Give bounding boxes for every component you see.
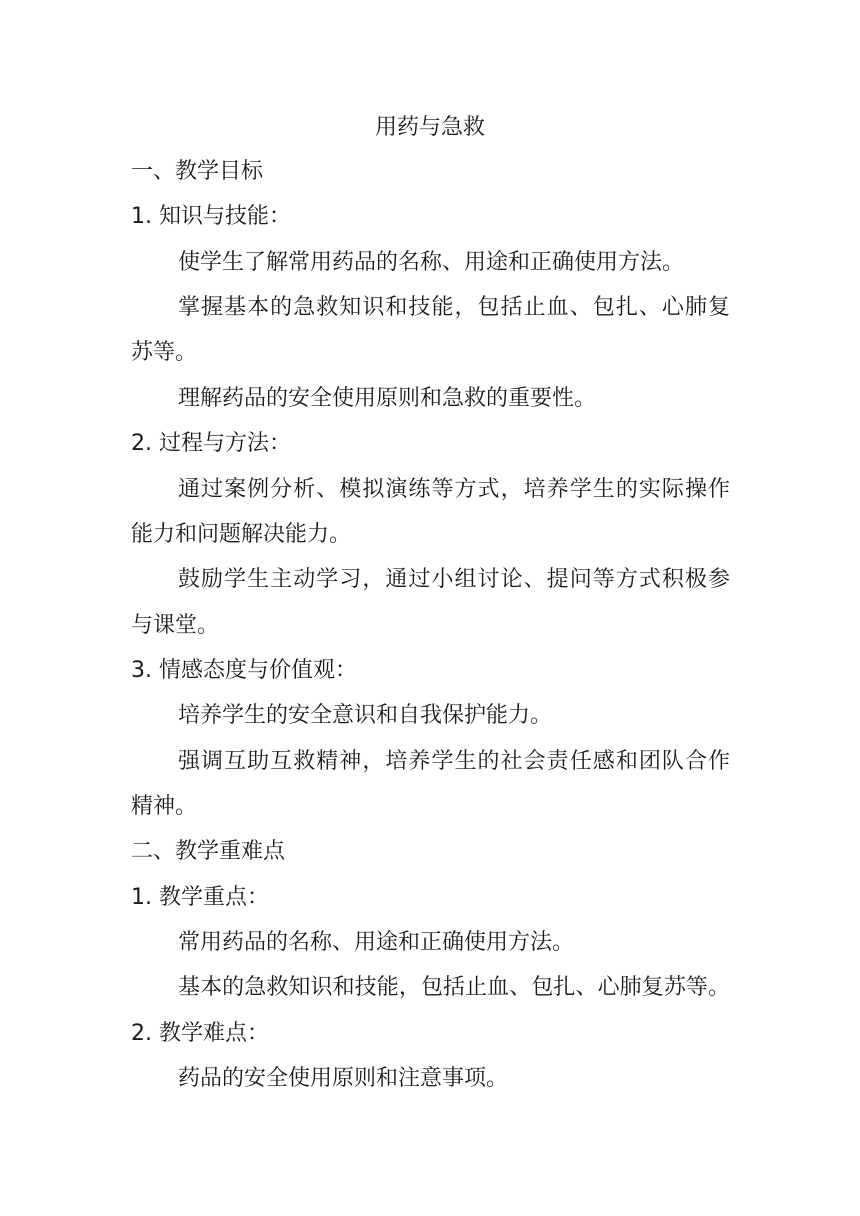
section-heading-key-points: 二、教学重难点 xyxy=(131,839,286,864)
list-number: 2. xyxy=(131,431,152,456)
subheading-attitudes-values xyxy=(131,655,357,687)
list-number: 3. xyxy=(131,658,152,683)
paragraph: 使学生了解常用药品的名称、用途和正确使用方法。 xyxy=(178,250,685,275)
subheading-label: 教学重点： xyxy=(159,885,270,910)
paragraph-line: 苏等。 xyxy=(131,340,198,365)
paragraph-line: 强调互助互救精神，培养学生的社会责任感和团队合作 xyxy=(178,749,730,774)
subheading-label: 情感态度与价值观： xyxy=(159,658,358,683)
subheading-teaching-difficulties xyxy=(131,1018,269,1050)
paragraph-line: 掌握基本的急救知识和技能，包括止血、包扎、心肺复 xyxy=(178,295,730,320)
subheading-label: 知识与技能： xyxy=(159,204,292,229)
document-title: 用药与急救 xyxy=(374,115,485,140)
paragraph: 药品的安全使用原则和注意事项。 xyxy=(178,1066,509,1091)
section-heading-objectives: 一、教学目标 xyxy=(131,159,264,184)
paragraph: 基本的急救知识和技能，包括止血、包扎、心肺复苏等。 xyxy=(178,975,730,1000)
paragraph-line: 能力和问题解决能力。 xyxy=(131,522,352,547)
paragraph-line: 精神。 xyxy=(131,794,198,819)
paragraph: 理解药品的安全使用原则和急救的重要性。 xyxy=(178,386,597,411)
paragraph-line: 鼓励学生主动学习，通过小组讨论、提问等方式积极参 xyxy=(178,567,730,592)
paragraph: 常用药品的名称、用途和正确使用方法。 xyxy=(178,930,575,955)
subheading-process-methods xyxy=(131,428,291,460)
subheading-teaching-focus xyxy=(131,882,269,914)
subheading-label: 过程与方法： xyxy=(159,431,292,456)
list-number: 1. xyxy=(131,885,152,910)
list-number: 1. xyxy=(131,204,152,229)
subheading-label: 教学难点： xyxy=(159,1021,270,1046)
list-number: 2. xyxy=(131,1021,152,1046)
paragraph-line: 与课堂。 xyxy=(131,613,220,638)
paragraph-line: 通过案例分析、模拟演练等方式，培养学生的实际操作 xyxy=(178,477,730,502)
subheading-knowledge-skills xyxy=(131,201,291,233)
paragraph: 培养学生的安全意识和自我保护能力。 xyxy=(178,703,553,728)
